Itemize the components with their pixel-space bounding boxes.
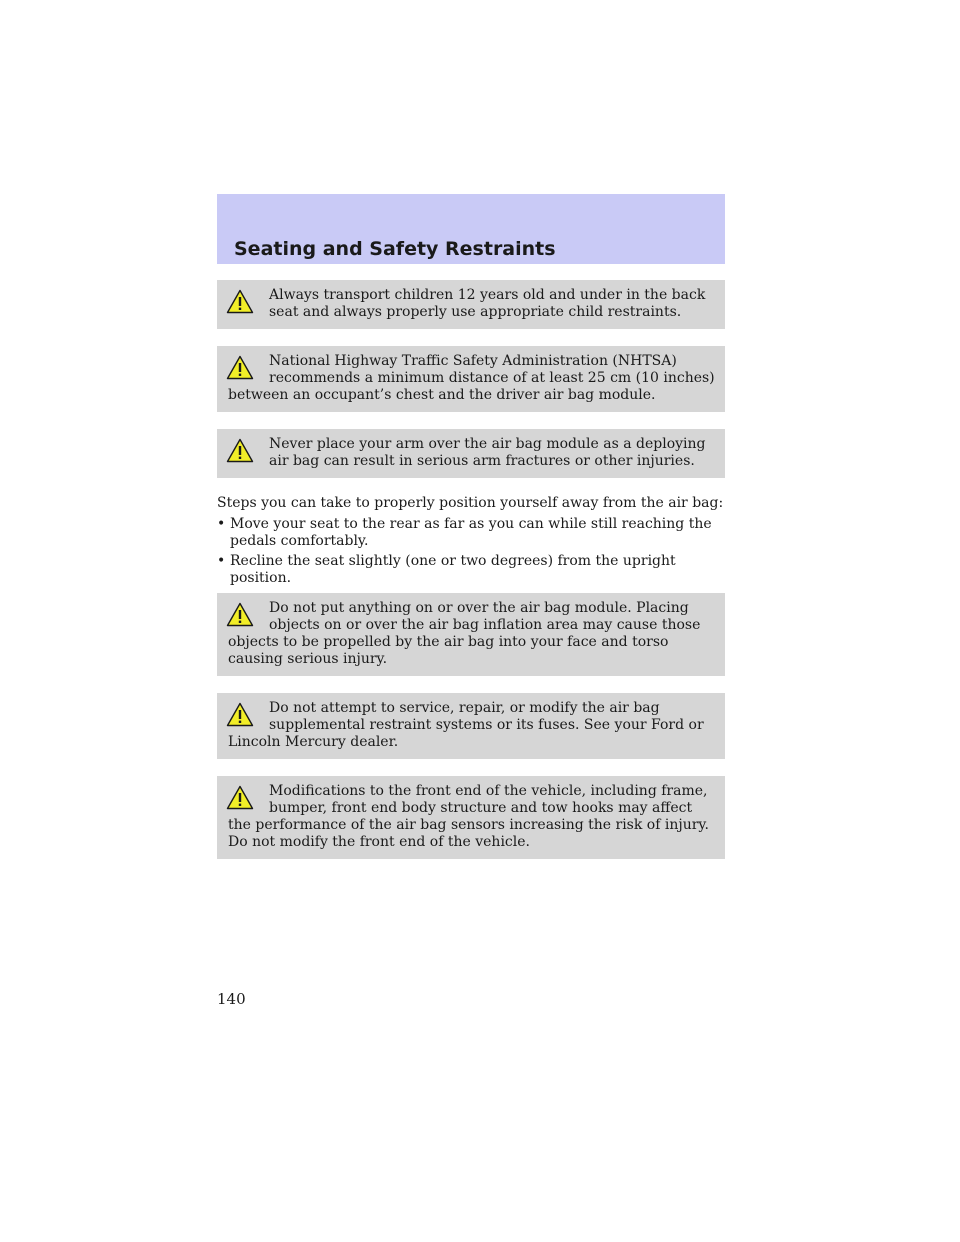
list-item-text: Recline the seat slightly (one or two degrees) from the upright position.	[230, 553, 676, 586]
list-item	[217, 516, 725, 550]
warning-box-nhtsa-distance	[217, 346, 725, 412]
warning-text: Modifications to the front end of the vehicle, including frame, bumper, front end body structure and tow hooks may affect the performance of the air bag sensors increasing the risk of injury. Do not modify the front end of the vehicle.	[228, 783, 709, 850]
page-content	[217, 280, 725, 876]
warning-triangle-icon	[226, 602, 254, 627]
section-header	[217, 194, 725, 264]
warning-text: National Highway Traffic Safety Administration (NHTSA) recommends a minimum distance of at least 25 cm (10 inches) between an occupant’s chest and the driver air bag module.	[228, 353, 715, 403]
warning-triangle-icon	[226, 289, 254, 314]
page-number: 140	[217, 990, 246, 1008]
warning-text: Do not attempt to service, repair, or modify the air bag supplemental restraint systems or its fuses. See your Ford or Lincoln Mercury dealer.	[228, 700, 704, 750]
bullet-icon: •	[217, 516, 226, 532]
section-title: Seating and Safety Restraints	[234, 238, 556, 260]
warning-box-front-end-modifications	[217, 776, 725, 859]
warning-box-children-back-seat	[217, 280, 725, 329]
warning-triangle-icon	[226, 702, 254, 727]
warning-box-nothing-on-module	[217, 593, 725, 676]
steps-list	[217, 516, 725, 587]
steps-intro: Steps you can take to properly position yourself away from the air bag:	[217, 495, 724, 511]
warning-text: Never place your arm over the air bag module as a deploying air bag can result in serious arm fractures or other injuries.	[269, 436, 706, 469]
warning-text: Do not put anything on or over the air bag module. Placing objects on or over the air bag inflation area may cause those objects to be propelled by the air bag into your face and torso causing serious injury.	[228, 600, 701, 667]
warning-box-arm-over-module	[217, 429, 725, 478]
list-item	[217, 553, 725, 587]
list-item-text: Move your seat to the rear as far as you can while still reaching the pedals comfortably.	[230, 516, 712, 549]
warning-text: Always transport children 12 years old and under in the back seat and always properly use appropriate child restraints.	[269, 287, 706, 320]
warning-triangle-icon	[226, 355, 254, 380]
warning-box-no-service	[217, 693, 725, 759]
bullet-icon: •	[217, 553, 226, 569]
warning-triangle-icon	[226, 785, 254, 810]
warning-triangle-icon	[226, 438, 254, 463]
